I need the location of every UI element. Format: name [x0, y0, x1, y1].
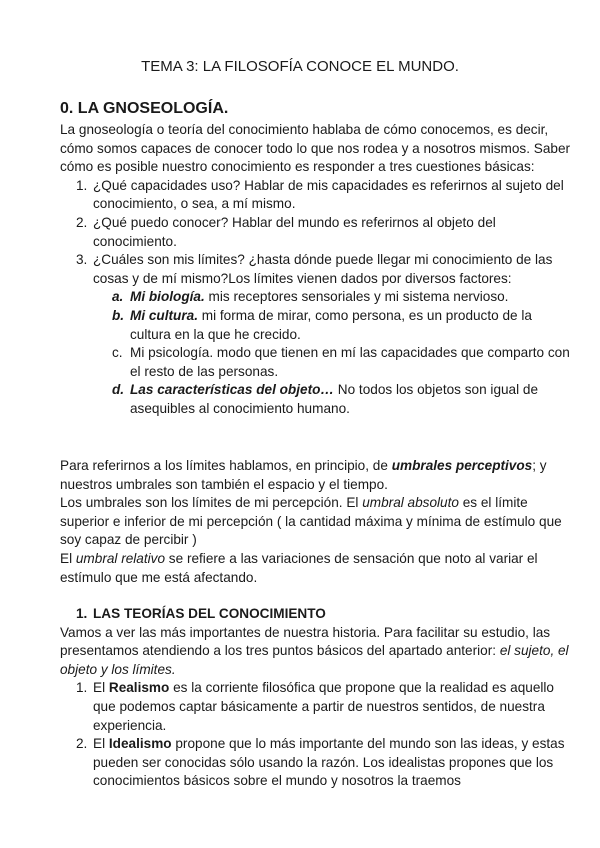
question-item: 3. ¿Cuáles son mis límites? ¿hasta dónde puede llegar mi conocimiento de las cosas y de mí mismo?Los límites vienen dados por diversos factores:: [76, 252, 553, 286]
section-0-heading: 0. LA GNOSEOLOGÍA.: [60, 100, 229, 117]
thresholds-paragraph-3: El umbral relativo se refiere a las variaciones de sensación que noto al variar el estímulo que me está afectando.: [60, 550, 538, 585]
theory-item: 1. El Realismo es la corriente filosófica que propone que la realidad es aquello que podemos captar básicamente a partir de nuestros sentidos, de nuestra experiencia.: [76, 680, 554, 733]
section-0-body: [60, 121, 575, 419]
thresholds-paragraph-1: Para referirnos a los límites hablamos, en principio, de umbrales perceptivos; y nuestros umbrales son también el espacio y el tiempo.: [60, 458, 547, 492]
questions-list: [60, 177, 575, 289]
question-item: 1. ¿Qué capacidades uso? Hablar de mis capacidades es referirnos al sujeto del conocimiento, o sea, a mí mismo.: [76, 177, 564, 212]
section-1: [60, 605, 575, 791]
thresholds-paragraph-2: Los umbrales son los límites de mi percepción. El umbral absoluto es el límite superior e inferior de mi percepción ( la cantidad máxima y mínima de estímulo que soy capaz de percibir ): [60, 495, 562, 548]
question-item: 2. ¿Qué puedo conocer? Hablar del mundo es referirnos al objeto del conocimiento.: [76, 214, 496, 249]
factor-item: a. Mi biología. mis receptores sensoriales y mi sistema nervioso.: [112, 289, 509, 305]
factor-item: d. Las características del objeto… No todos los objetos son igual de asequibles al conocimiento humano.: [112, 382, 539, 416]
thresholds-text: [60, 457, 575, 587]
theories-intro: Vamos a ver las más importantes de nuestra historia. Para facilitar su estudio, las presentamos atendiendo a los tres puntos básicos del apartado anterior: el sujeto, el objeto y los límites.: [60, 624, 569, 677]
theories-list: [60, 679, 575, 791]
theory-item: 2. El Idealismo propone que lo más importante del mundo son las ideas, y estas pueden ser conocidas sólo usando la razón. Los idealistas propones que los conocimientos básicos sobre el mundo y nosotros la traemos: [76, 736, 565, 789]
section-1-heading: 1. LAS TEORÍAS DEL CONOCIMIENTO: [76, 606, 326, 621]
document-title: TEMA 3: LA FILOSOFÍA CONOCE EL MUNDO.: [141, 58, 459, 75]
factor-item: c. Mi psicología. modo que tienen en mí las capacidades que comparto con el resto de las personas.: [112, 345, 570, 379]
factor-item: b. Mi cultura. mi forma de mirar, como persona, es un producto de la cultura en la que he crecido.: [112, 307, 532, 342]
factors-list: [60, 288, 575, 418]
gnoseology-intro: La gnoseología o teoría del conocimiento hablaba de cómo conocemos, es decir, cómo somos capaces de conocer todo lo que nos rodea y a nosotros mismos. Saber cómo es posible nuestro conocimiento es responder a tres cuestiones básicas:: [60, 122, 571, 175]
